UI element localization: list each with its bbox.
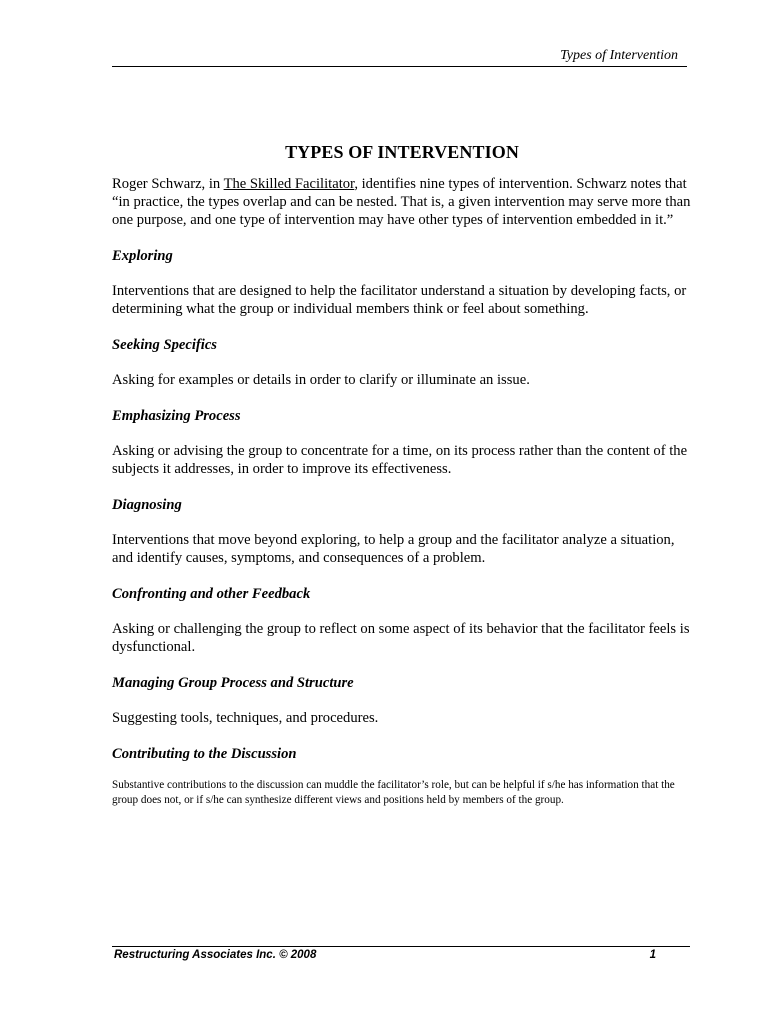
section-body-seeking-specifics: Asking for examples or details in order to clarify or illuminate an issue. — [112, 372, 530, 388]
section-heading-exploring: Exploring — [112, 248, 173, 264]
section-body-emphasizing-process: Asking or advising the group to concentrate for a time, on its process rather than the content of the subjects it addresses, in order to improve its effectiveness. — [112, 443, 688, 477]
page-body — [112, 141, 692, 808]
section-body-confronting: Asking or challenging the group to reflect on some aspect of its behavior that the facilitator feels is dysfunctional. — [112, 621, 690, 655]
section-heading-diagnosing: Diagnosing — [112, 497, 182, 513]
intro-text-after: , identifies nine types of intervention. Schwarz notes that “in practice, the types overlap and can be nested. That is, a given intervention may serve more than one purpose, and one type of intervention may have other types of intervention embedded in it.” — [112, 176, 691, 228]
section-body-managing-group-process: Suggesting tools, techniques, and procedures. — [112, 710, 379, 726]
section-heading-managing-group-process: Managing Group Process and Structure — [112, 675, 354, 691]
section-heading-emphasizing-process: Emphasizing Process — [112, 408, 241, 424]
section-heading-contributing: Contributing to the Discussion — [112, 746, 297, 762]
page-number: 1 — [649, 949, 656, 961]
document-title: TYPES OF INTERVENTION — [285, 142, 519, 162]
running-header: Types of Intervention — [560, 48, 678, 63]
book-title: The Skilled Facilitator — [223, 176, 355, 192]
section-heading-seeking-specifics: Seeking Specifics — [112, 337, 217, 353]
intro-text-before: Roger Schwarz, in — [112, 176, 224, 192]
footer-rule — [112, 946, 690, 947]
intro-paragraph — [112, 175, 692, 229]
section-body-diagnosing: Interventions that move beyond exploring, to help a group and the facilitator analyze a situation, and identify causes, symptoms, and consequences of a problem. — [112, 532, 675, 566]
section-body-contributing: Substantive contributions to the discussion can muddle the facilitator’s role, but can be helpful if s/he has information that the group does not, or if s/he can synthesize different views and positions held by members of the group. — [112, 779, 675, 806]
section-heading-confronting: Confronting and other Feedback — [112, 586, 311, 602]
section-body-exploring: Interventions that are designed to help the facilitator understand a situation by developing facts, or determining what the group or individual members think or feel about something. — [112, 283, 687, 317]
footer-copyright: Restructuring Associates Inc. © 2008 — [114, 949, 317, 961]
header-rule — [112, 66, 687, 67]
